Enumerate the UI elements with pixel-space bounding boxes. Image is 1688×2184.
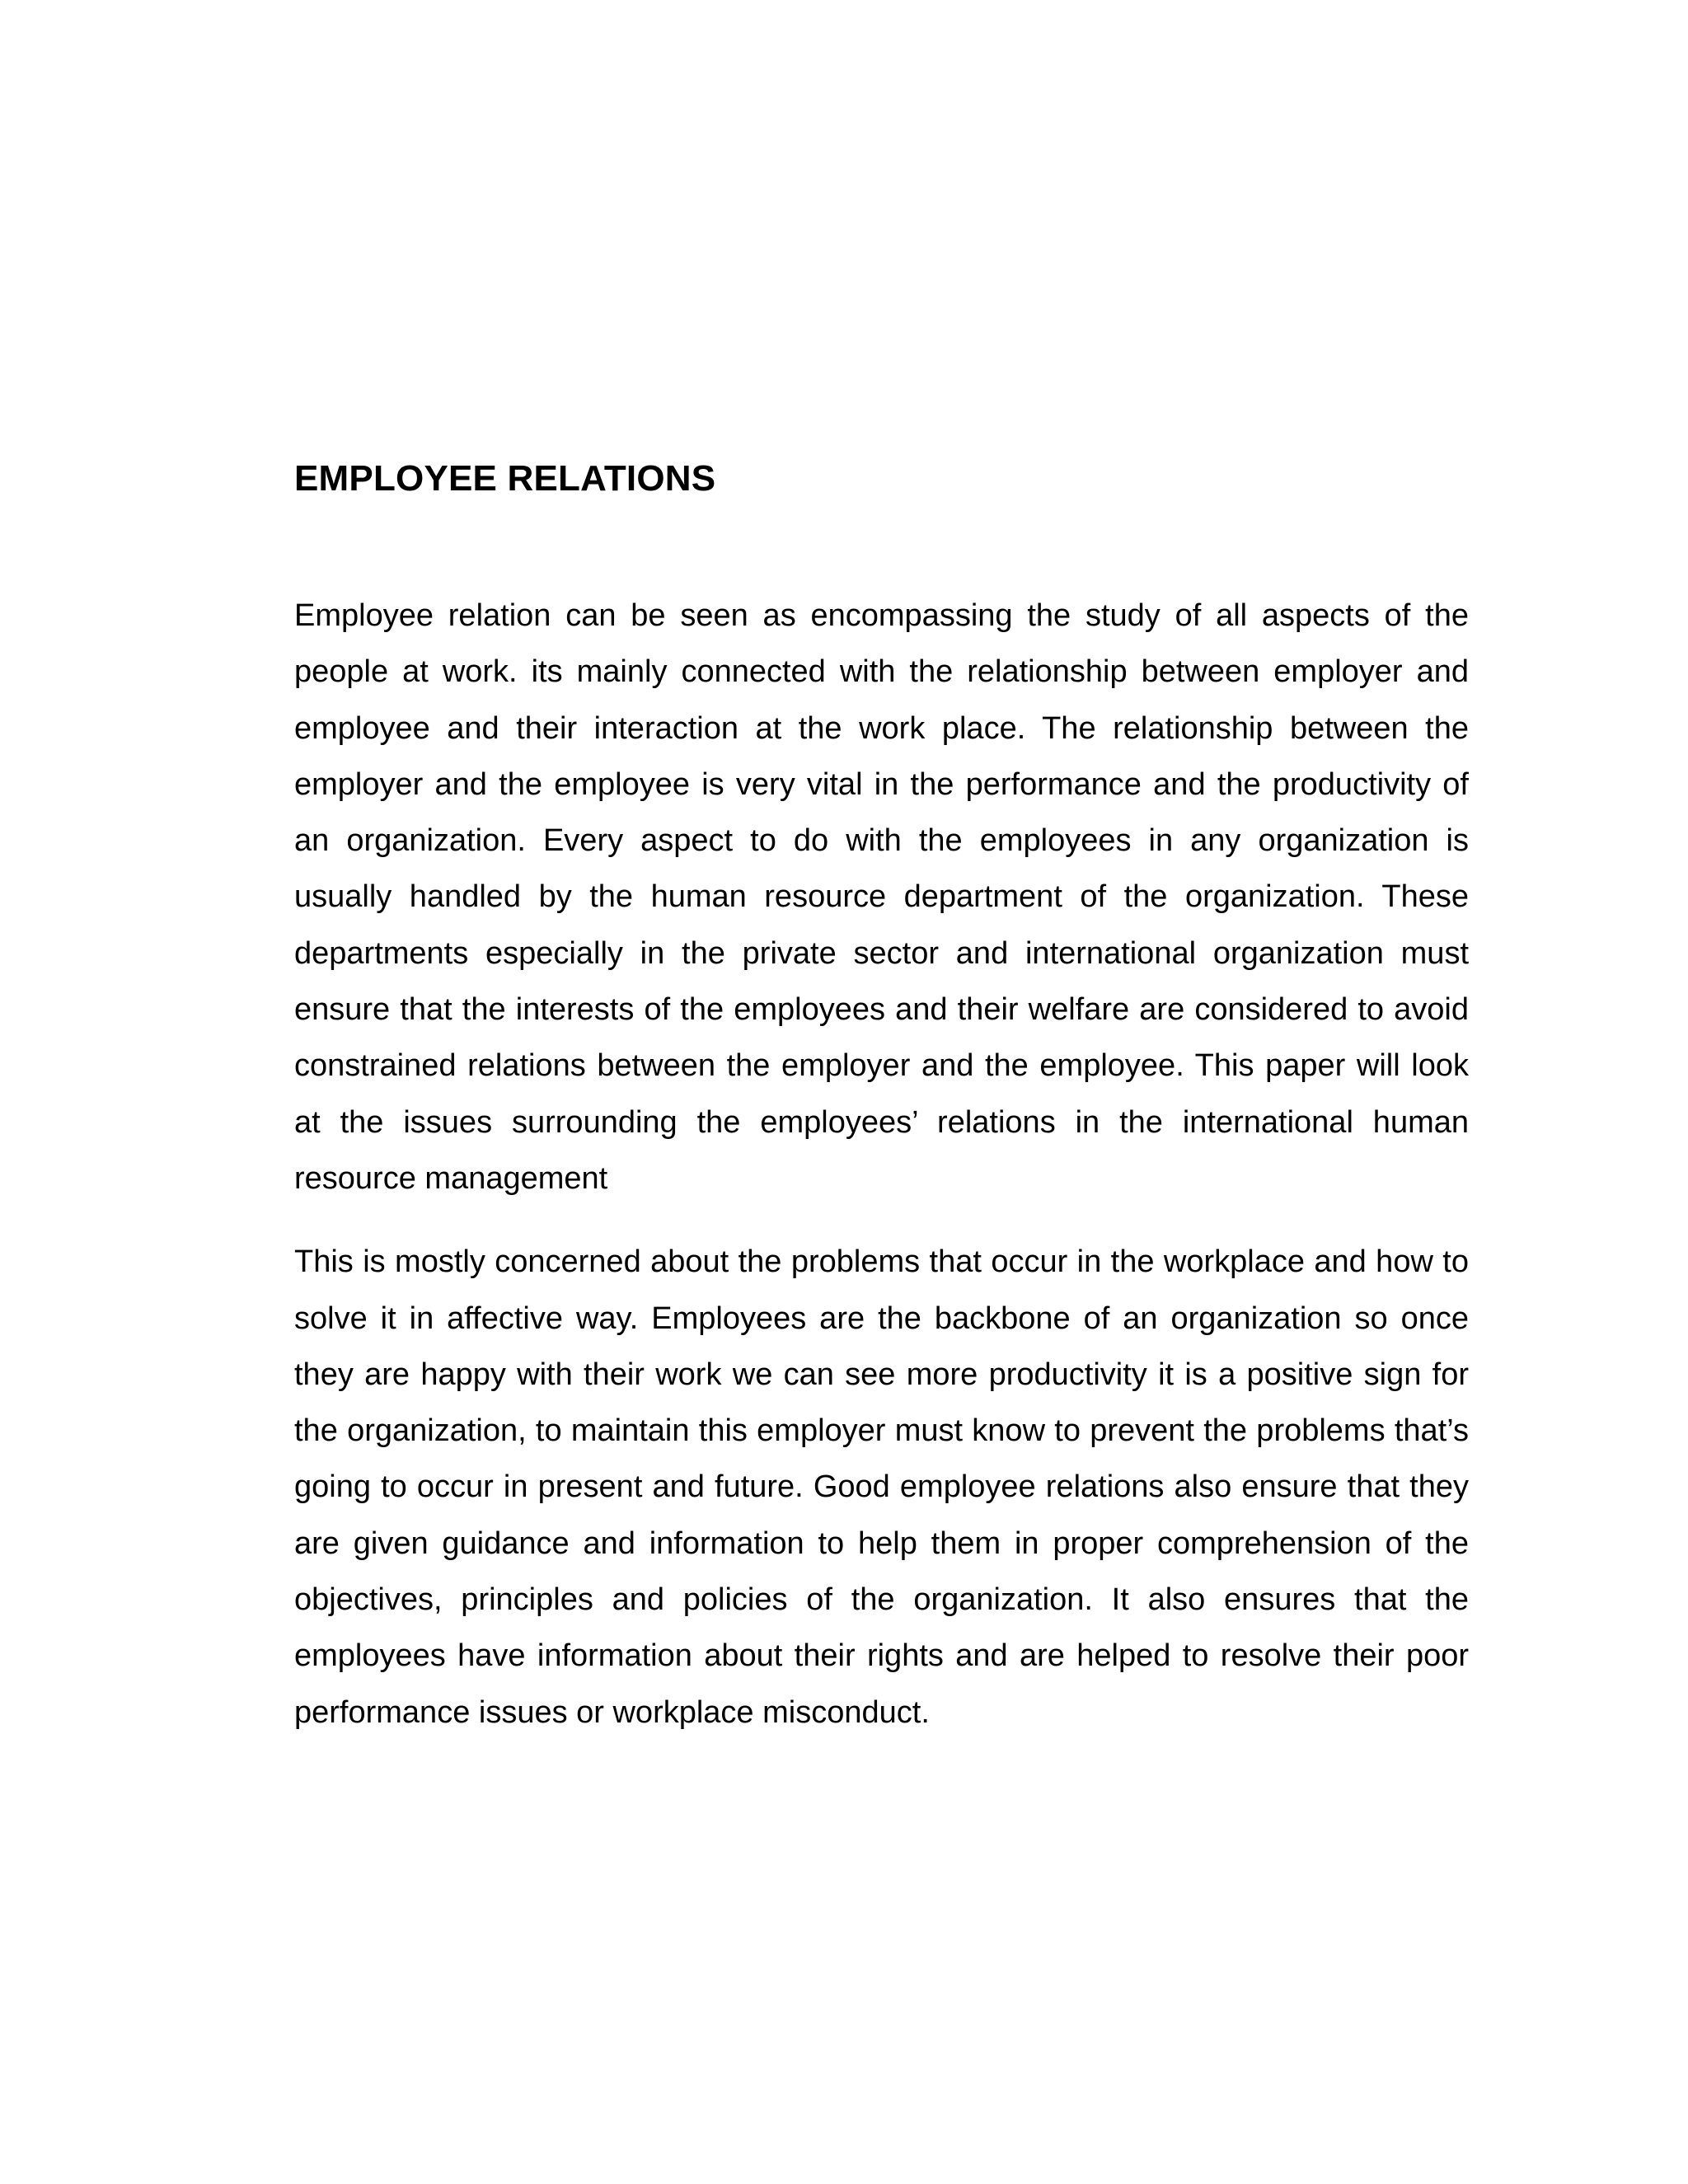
body-paragraph-2: This is mostly concerned about the problems that occur in the workplace and how to solve it in affective way. Employees are the backbone of an organization so once they are happy with their work we can see more productivity it is a positive sign for the organization, to maintain this employer must know to prevent the problems that’s going to occur in present and future. Good employee relations also ensure that they are given guidance and information to help them in proper comprehension of the objectives, principles and policies of the organization. It also ensures that the employees have information about their rights and are helped to resolve their poor performance issues or workplace misconduct. [294, 1244, 1469, 1730]
body-paragraph-1: Employee relation can be seen as encompassing the study of all aspects of the people at work. its mainly connected with the relationship between employer and employee and their interaction at the work place. The relationship between the employer and the employee is very vital in the performance and the productivity of an organization. Every aspect to do with the employees in any organization is usually handled by the human resource department of the organization. These departments especially in the private sector and international organization must ensure that the interests of the employees and their welfare are considered to avoid constrained relations between the employer and the employee. This paper will look at the issues surrounding the employees’ relations in the international human resource management [294, 598, 1469, 1196]
document-title: EMPLOYEE RELATIONS [294, 458, 716, 499]
document-content [294, 456, 1469, 1741]
